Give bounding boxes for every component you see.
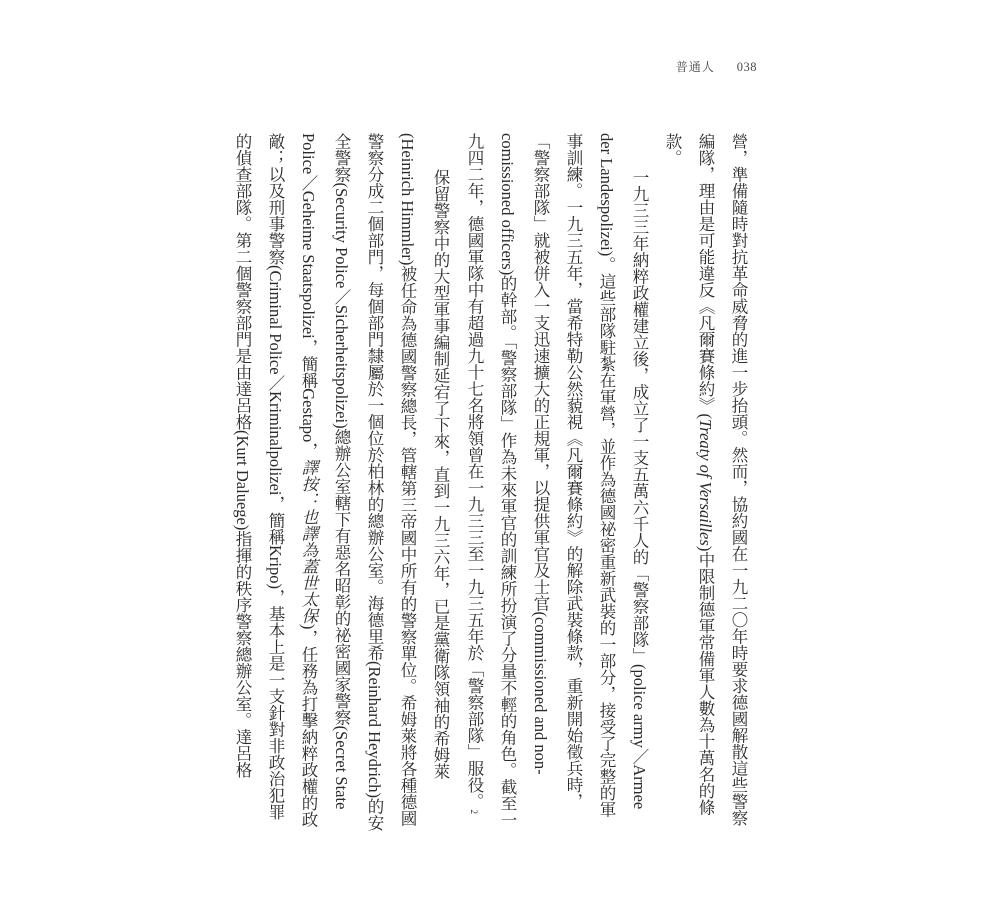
text-run: ，任務為打擊納粹政權的政敵；以及刑事警察	[266, 133, 318, 828]
running-header	[676, 58, 757, 75]
text-run: ，簡稱	[266, 495, 285, 545]
paragraph-2	[457, 133, 656, 833]
text-run-latin: (Security Police／Sicherheitspolizei)	[332, 182, 351, 429]
text-run-latin: (Secret State Police／Geheime Staatspolizei	[299, 133, 351, 810]
text-run: ，	[299, 442, 318, 459]
footnote-ref: 2	[469, 809, 479, 814]
text-run-latin: (Kurt Daluege)	[233, 430, 252, 531]
text-run: 營，準備隨時對抗革命威脅的進一步抬頭。然而，協約國在一九二〇年時要求德國解散這些警察編隊，理由是可能違反《凡爾賽條約》	[696, 133, 748, 826]
text-run: 的安全警察	[332, 133, 384, 831]
text-run-latin: Gestapo	[299, 388, 318, 443]
text-run: ，簡稱	[299, 338, 318, 389]
text-run-latin: (Criminal Police／Kriminalpolizei	[266, 265, 285, 496]
text-run: 指揮的秩序警察總辦公室。達呂格	[233, 530, 252, 778]
text-run: 中限制德軍常備軍人數為十萬名的條款。	[663, 133, 715, 816]
text-run-latin: (	[696, 413, 715, 419]
text-run-latin: Treaty of Versailles	[696, 419, 715, 546]
running-title: 普通人	[675, 60, 715, 74]
page-number: 038	[736, 60, 757, 74]
text-run-latin: (police army／Armee der Landespolizei)	[597, 133, 649, 810]
text-run-latin: )	[696, 545, 715, 552]
text-run: 保留警察中的大型軍事編制延宕了下來，直到一九三六年，已是黨衛隊領袖的希姆萊	[431, 169, 450, 780]
text-run-latin: )	[299, 623, 318, 630]
text-run: 的幹部。「警察部隊」作為未來軍官的訓練所扮演了分量不輕的角色。截至一九四二年，德國軍隊中有超過九十七名將領曾在一九三三至一九三五年於「警察部隊」服役。	[465, 133, 517, 828]
text-run-latin: (Heinrich Himmler)	[398, 133, 417, 266]
text-run: 被任命為德國警察總長，管轄第三帝國中所有的警察單位。希姆萊將各種德國警察分成二個部門，每個部門隸屬於一個位於柏林的總辦公室。海德里希	[365, 133, 417, 827]
text-run-latin: (Reinhard Heydrich)	[365, 661, 384, 798]
paragraph-1	[656, 133, 755, 833]
text-run: 一九三三年納粹政權建立後，成立了一支五萬六千人的「警察部隊」	[630, 169, 649, 664]
text-run-kai: 譯按：也譯為蓋世太保	[299, 458, 318, 624]
paragraph-3	[226, 133, 457, 833]
text-run: 總辦公室轄下有惡名昭彰的祕密國家警察	[332, 428, 351, 726]
text-run: ，基本上是一支針對非政治犯罪的偵查部隊。第二個警察部門是由達呂格	[233, 133, 285, 820]
text-block	[233, 133, 755, 833]
text-run-latin: Kripo)	[266, 545, 285, 589]
text-run: 。這些部隊駐紮在軍營，並作為德國祕密重新武裝的一部分，接受了完整的軍事訓練。一九三五年，當希特勒公然藐視《凡爾賽條約》的解除武裝條款，重新開始徵兵時，「警察部隊」就被併入一支迅速擴大的正規軍，以提供軍官及士官	[531, 133, 616, 818]
text-run-latin: (commissioned and non-comissioned officers)	[498, 133, 550, 775]
